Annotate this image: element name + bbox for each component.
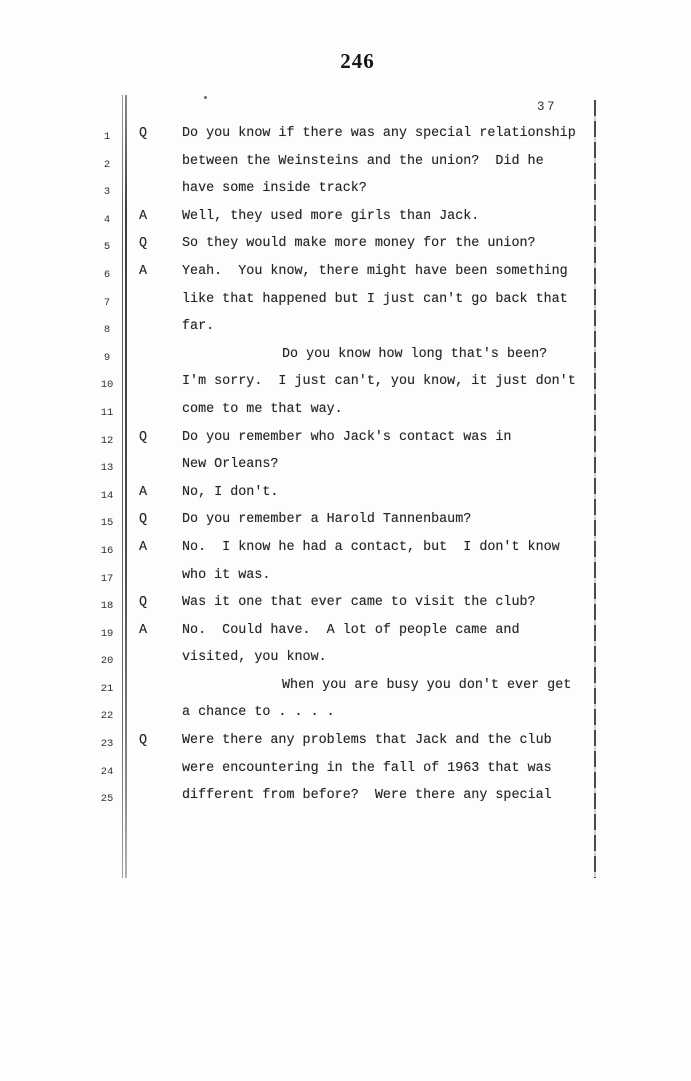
transcript-line bbox=[0, 568, 691, 596]
line-number: 21 bbox=[100, 682, 114, 695]
line-text: different from before? Were there any special bbox=[182, 788, 552, 804]
transcript-line bbox=[0, 347, 691, 375]
line-text: between the Weinsteins and the union? Did he bbox=[182, 153, 544, 169]
line-number: 20 bbox=[100, 655, 114, 668]
line-text: visited, you know. bbox=[182, 650, 327, 666]
line-text: No. Could have. A lot of people came and bbox=[182, 622, 520, 638]
line-text: come to me that way. bbox=[182, 401, 343, 417]
transcript-line bbox=[0, 678, 691, 706]
transcript-line bbox=[0, 236, 691, 264]
line-number: 9 bbox=[103, 351, 111, 364]
line-text: have some inside track? bbox=[182, 181, 367, 197]
transcript-line bbox=[0, 154, 691, 182]
line-text: Were there any problems that Jack and the club bbox=[182, 733, 552, 749]
line-number: 15 bbox=[100, 517, 114, 530]
line-number: 5 bbox=[103, 241, 111, 254]
line-text: Yeah. You know, there might have been something bbox=[182, 263, 568, 279]
speaker-label: Q bbox=[139, 512, 148, 528]
line-number: 4 bbox=[103, 213, 111, 226]
line-number: 6 bbox=[103, 268, 111, 281]
line-number: 18 bbox=[100, 600, 114, 613]
speaker-label: A bbox=[139, 622, 148, 638]
transcript-line bbox=[0, 761, 691, 789]
line-number: 7 bbox=[103, 296, 111, 309]
speaker-label: Q bbox=[139, 429, 148, 445]
speaker-label: A bbox=[139, 539, 148, 555]
transcript-body bbox=[0, 126, 691, 816]
line-text: Do you remember who Jack's contact was in bbox=[182, 429, 512, 445]
line-number: 22 bbox=[100, 710, 114, 723]
document-page-number: 246 bbox=[340, 49, 375, 73]
transcript-line bbox=[0, 319, 691, 347]
transcript-line bbox=[0, 181, 691, 209]
transcript-line bbox=[0, 209, 691, 237]
line-text: Well, they used more girls than Jack. bbox=[182, 208, 480, 224]
transcript-line bbox=[0, 595, 691, 623]
transcript-line bbox=[0, 430, 691, 458]
transcript-line bbox=[0, 540, 691, 568]
line-number: 3 bbox=[103, 186, 111, 199]
transcript-line bbox=[0, 457, 691, 485]
transcript-line bbox=[0, 512, 691, 540]
transcript-line bbox=[0, 126, 691, 154]
line-text: Was it one that ever came to visit the club? bbox=[182, 595, 536, 611]
line-number: 11 bbox=[100, 406, 114, 419]
transcript-line bbox=[0, 374, 691, 402]
speaker-label: A bbox=[139, 208, 148, 224]
transcript-line bbox=[0, 292, 691, 320]
line-number: 2 bbox=[103, 158, 111, 171]
speaker-label: A bbox=[139, 263, 148, 279]
line-text: Do you remember a Harold Tannenbaum? bbox=[182, 512, 472, 528]
speaker-label: Q bbox=[139, 126, 148, 141]
scan-artifact-dot bbox=[204, 96, 207, 99]
transcript-line bbox=[0, 650, 691, 678]
line-text: like that happened but I just can't go back that bbox=[182, 291, 568, 307]
speaker-label: Q bbox=[139, 733, 148, 749]
line-number: 23 bbox=[100, 738, 114, 751]
transcript-line bbox=[0, 485, 691, 513]
line-number: 25 bbox=[100, 793, 114, 806]
line-number: 10 bbox=[100, 379, 114, 392]
line-number: 12 bbox=[100, 434, 114, 447]
line-text: Do you know if there was any special relationship bbox=[182, 126, 576, 141]
line-text: were encountering in the fall of 1963 that was bbox=[182, 760, 552, 776]
transcript-line bbox=[0, 788, 691, 816]
line-number: 14 bbox=[100, 489, 114, 502]
line-number: 8 bbox=[103, 324, 111, 337]
line-text: No. I know he had a contact, but I don't know bbox=[182, 539, 560, 555]
transcript-line bbox=[0, 733, 691, 761]
line-text: New Orleans? bbox=[182, 457, 279, 473]
line-text: far. bbox=[182, 319, 215, 335]
line-text: a chance to . . . . bbox=[182, 705, 335, 721]
line-number: 24 bbox=[100, 765, 114, 778]
line-text: When you are busy you don't ever get bbox=[282, 677, 572, 693]
transcript-line bbox=[0, 402, 691, 430]
line-text: No, I don't. bbox=[182, 484, 279, 500]
transcript-line bbox=[0, 705, 691, 733]
speaker-label: A bbox=[139, 484, 148, 500]
line-text: So they would make more money for the union? bbox=[182, 236, 536, 252]
transcript-line bbox=[0, 623, 691, 651]
line-number: 1 bbox=[103, 131, 111, 143]
line-text: I'm sorry. I just can't, you know, it just don't bbox=[182, 374, 576, 390]
line-number: 19 bbox=[100, 627, 114, 640]
transcript-corner-page-number: 37 bbox=[537, 100, 558, 114]
transcript-line bbox=[0, 264, 691, 292]
speaker-label: Q bbox=[139, 236, 148, 252]
line-text: Do you know how long that's been? bbox=[282, 346, 548, 362]
speaker-label: Q bbox=[139, 595, 148, 611]
line-number: 17 bbox=[100, 572, 114, 585]
line-number: 16 bbox=[100, 544, 114, 557]
line-text: who it was. bbox=[182, 567, 271, 583]
line-number: 13 bbox=[100, 462, 114, 475]
